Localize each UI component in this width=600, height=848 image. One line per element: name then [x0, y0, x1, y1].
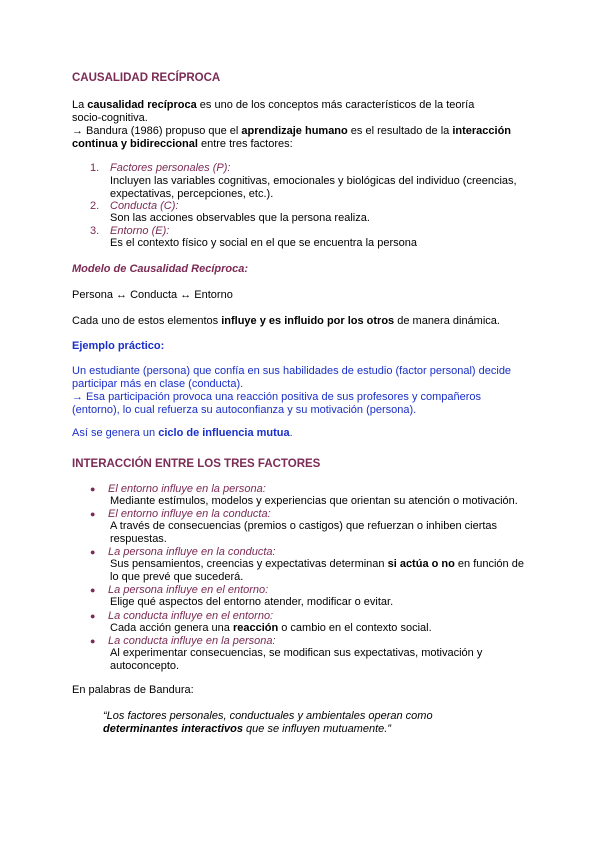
interaction-label: La conducta influye en el entorno:: [108, 610, 274, 622]
factor-label: Entorno (E):: [110, 225, 170, 237]
interaction-desc-line: Elige qué aspectos del entorno atender, modificar o evitar.: [110, 596, 394, 608]
each-bold: influye y es influido por los otros: [221, 315, 395, 327]
interaction-desc-line: Mediante estímulos, modelos y experiencias que orientan su atención o motivación.: [110, 495, 518, 507]
interaction-label: La persona influye en la conducta:: [108, 546, 276, 558]
intro-text: es uno de los conceptos más característicos de la teoría: [196, 99, 475, 111]
cycle-paragraph: [72, 427, 532, 440]
bandura-quote: [103, 710, 523, 736]
intro-text: entre tres factores:: [197, 138, 293, 150]
quote-line: “Los factores personales, conductuales y ambientales operan como: [103, 710, 433, 722]
section-title-causalidad: CAUSALIDAD RECÍPROCA: [72, 72, 221, 84]
interaction-label: El entorno influye en la conducta:: [108, 508, 271, 520]
each-text: de manera dinámica.: [394, 315, 500, 327]
cycle-text: Así se genera un: [72, 427, 159, 439]
bullet-icon: ●: [90, 636, 96, 646]
factor-desc-line: Es el contexto físico y social en el que se encuentra la persona: [110, 237, 417, 249]
model-title: Modelo de Causalidad Recíproca:: [72, 263, 249, 275]
factor-desc-line: Son las acciones observables que la persona realiza.: [110, 212, 370, 224]
factor-desc: [110, 212, 530, 225]
intro-bold: continua y bidireccional: [72, 138, 198, 150]
list-number: 1.: [90, 162, 100, 174]
interaction-desc-text: o cambio en el contexto social.: [278, 622, 432, 634]
model-line: Persona ↔ Conducta ↔ Entorno: [72, 289, 233, 301]
factor-item: [90, 162, 530, 175]
factor-desc: [110, 175, 530, 201]
factor-label: Conducta (C):: [110, 200, 179, 212]
interaction-desc: [110, 558, 530, 584]
intro-text: → Bandura (1986) propuso que el: [72, 125, 242, 137]
interaction-desc: [110, 520, 530, 546]
interaction-label: La conducta influye en la persona:: [108, 635, 276, 647]
bullet-icon: ●: [90, 484, 96, 494]
each-paragraph: [72, 315, 532, 328]
quote-bold: determinantes interactivos: [103, 723, 243, 735]
bullet-icon: ●: [90, 547, 96, 557]
interaction-desc: [110, 622, 530, 635]
interaction-desc-bold: si actúa o no: [387, 558, 455, 570]
bullet-icon: ●: [90, 509, 96, 519]
interaction-desc-text: Cada acción genera una: [110, 622, 233, 634]
factor-desc-line: expectativas, percepciones, etc.).: [110, 188, 274, 200]
example-line: (entorno), lo cual refuerza su autoconfianza y su motivación (persona).: [72, 404, 417, 416]
factor-desc: [110, 237, 530, 250]
interaction-desc-line: respuestas.: [110, 533, 167, 545]
intro-paragraph: [72, 99, 532, 151]
interaction-desc: [110, 596, 530, 609]
interaction-desc-bold: reacción: [232, 622, 279, 634]
factor-desc-line: Incluyen las variables cognitivas, emocionales y biológicas del individuo (creencias,: [110, 175, 517, 187]
interaction-desc-line: lo que prevé que sucederá.: [110, 571, 244, 583]
example-line: → Esa participación provoca una reacción positiva de sus profesores y compañeros: [72, 391, 482, 403]
intro-bold: aprendizaje humano: [241, 125, 348, 137]
intro-text: La: [72, 99, 88, 111]
bullet-icon: ●: [90, 611, 96, 621]
list-number: 2.: [90, 200, 100, 212]
interaction-desc-line: A través de consecuencias (premios o castigos) que refuerzan o inhiben ciertas: [110, 520, 498, 532]
interaction-desc: [110, 495, 530, 508]
example-paragraph: [72, 365, 532, 417]
interaction-desc-line: Al experimentar consecuencias, se modifican sus expectativas, motivación y: [110, 647, 483, 659]
section-title-interaccion: INTERACCIÓN ENTRE LOS TRES FACTORES: [72, 458, 321, 470]
intro-bold: causalidad recíproca: [87, 99, 197, 111]
bandura-intro: En palabras de Bandura:: [72, 684, 194, 696]
cycle-text: .: [289, 427, 293, 439]
quote-line: que se influyen mutuamente.”: [243, 723, 391, 735]
bullet-icon: ●: [90, 585, 96, 595]
interaction-label: La persona influye en el entorno:: [108, 584, 269, 596]
factor-label: Factores personales (P):: [110, 162, 231, 174]
interaction-label: El entorno influye en la persona:: [108, 483, 266, 495]
example-title: Ejemplo práctico:: [72, 340, 165, 352]
example-line: Un estudiante (persona) que confía en sus habilidades de estudio (factor personal) decide: [72, 365, 512, 377]
intro-text: socio-cognitiva.: [72, 112, 148, 124]
example-line: participar más en clase (conducta).: [72, 378, 244, 390]
intro-bold: interacción: [452, 125, 512, 137]
cycle-bold: ciclo de influencia mutua: [158, 427, 290, 439]
interaction-desc: [110, 647, 530, 673]
interaction-desc-text: Sus pensamientos, creencias y expectativas determinan: [110, 558, 388, 570]
interaction-desc-text: en función de: [454, 558, 524, 570]
interaction-desc-line: autoconcepto.: [110, 660, 180, 672]
each-text: Cada uno de estos elementos: [72, 315, 222, 327]
intro-text: es el resultado de la: [347, 125, 453, 137]
list-number: 3.: [90, 225, 100, 237]
